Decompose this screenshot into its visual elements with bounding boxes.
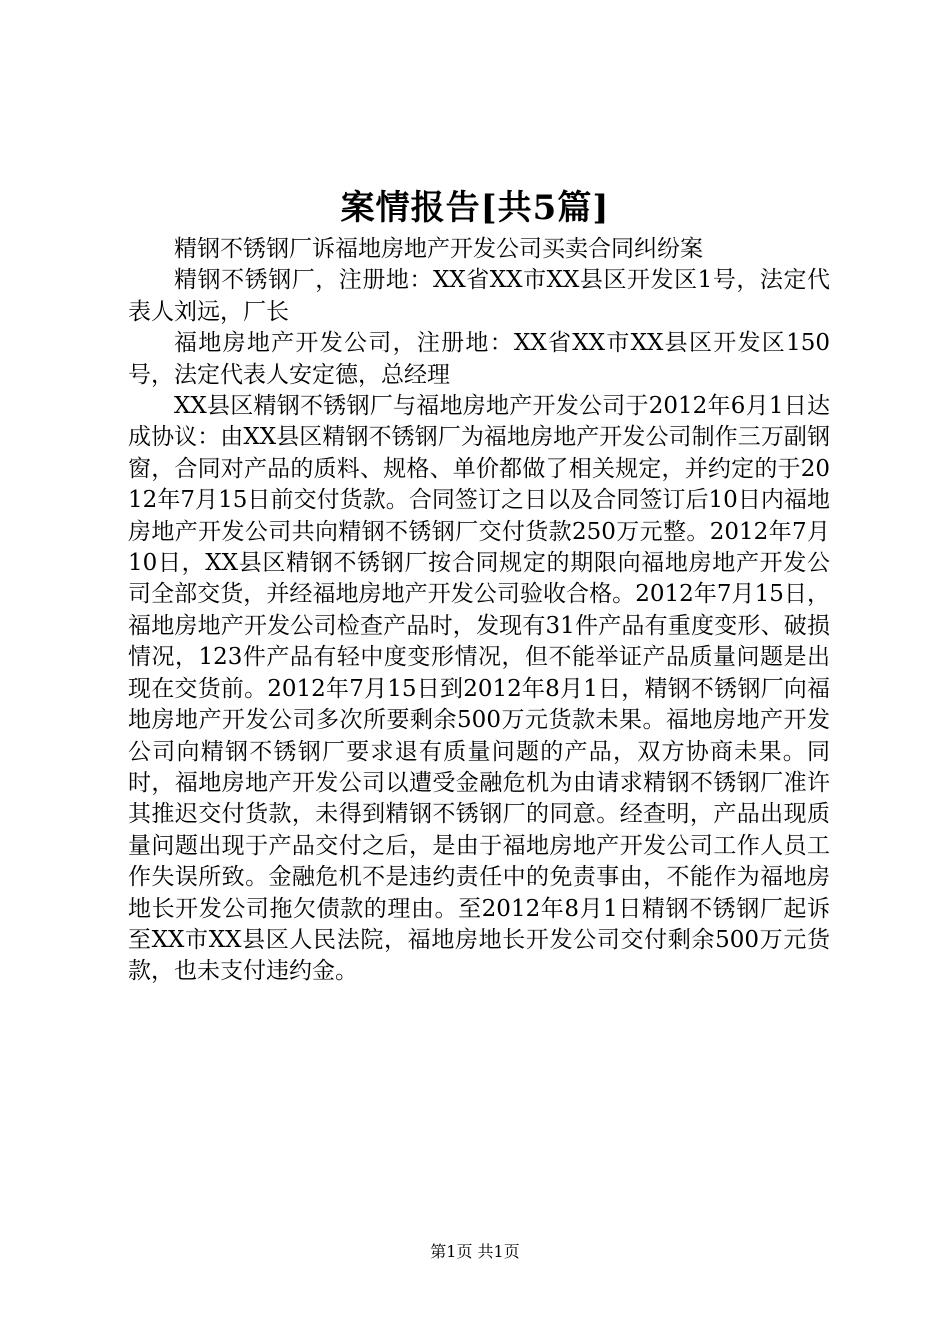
case-facts-paragraph: XX县区精钢不锈钢厂与福地房地产开发公司于2012年6月1日达成协议：由XX县区精钢不锈钢厂为福地房地产开发公司制作三万副钢窗，合同对产品的质料、规格、单价都做了相关规定，并约定的于2012年7月15日前交付货款。合同签订之日以及合同签订后10日内福地房地产开发公司共向精钢不锈钢厂交付货款250万元整。2012年7月10日，XX县区精钢不锈钢厂按合同规定的期限向福地房地产开发公司全部交货，并经福地房地产开发公司验收合格。2012年7月15日，福地房地产开发公司检查产品时，发现有31件产品有重度变形、破损情况，123件产品有轻中度变形情况，但不能举证产品质量问题是出现在交货前。2012年7月15日到2012年8月1日，精钢不锈钢厂向福地房地产开发公司多次所要剩余500万元货款未果。福地房地产开发公司向精钢不锈钢厂要求退有质量问题的产品，双方协商未果。同时，福地房地产开发公司以遭受金融危机为由请求精钢不锈钢厂准许其推迟交付货款，未得到精钢不锈钢厂的同意。经查明，产品出现质量问题出现于产品交付之后，是由于福地房地产开发公司工作人员工作失误所致。金融危机不是违约责任中的免责事由，不能作为福地房地长开发公司拖欠债款的理由。至2012年8月1日精钢不锈钢厂起诉至XX市XX县区人民法院，福地房地长开发公司交付剩余500万元货款，也未支付违约金。 xyxy=(128,393,830,985)
plaintiff-paragraph: 精钢不锈钢厂，注册地：XX省XX市XX县区开发区1号，法定代表人刘远，厂长 xyxy=(128,267,830,325)
page-footer: 第1页 共1页 xyxy=(430,1242,520,1261)
document-body xyxy=(128,234,830,988)
page-title: 案情报告[共5篇] xyxy=(340,188,610,228)
case-heading: 精钢不锈钢厂诉福地房地产开发公司买卖合同纠纷案 xyxy=(174,236,703,262)
defendant-paragraph: 福地房地产开发公司，注册地：XX省XX市XX县区开发区150号，法定代表人安定德，总经理 xyxy=(128,330,830,388)
